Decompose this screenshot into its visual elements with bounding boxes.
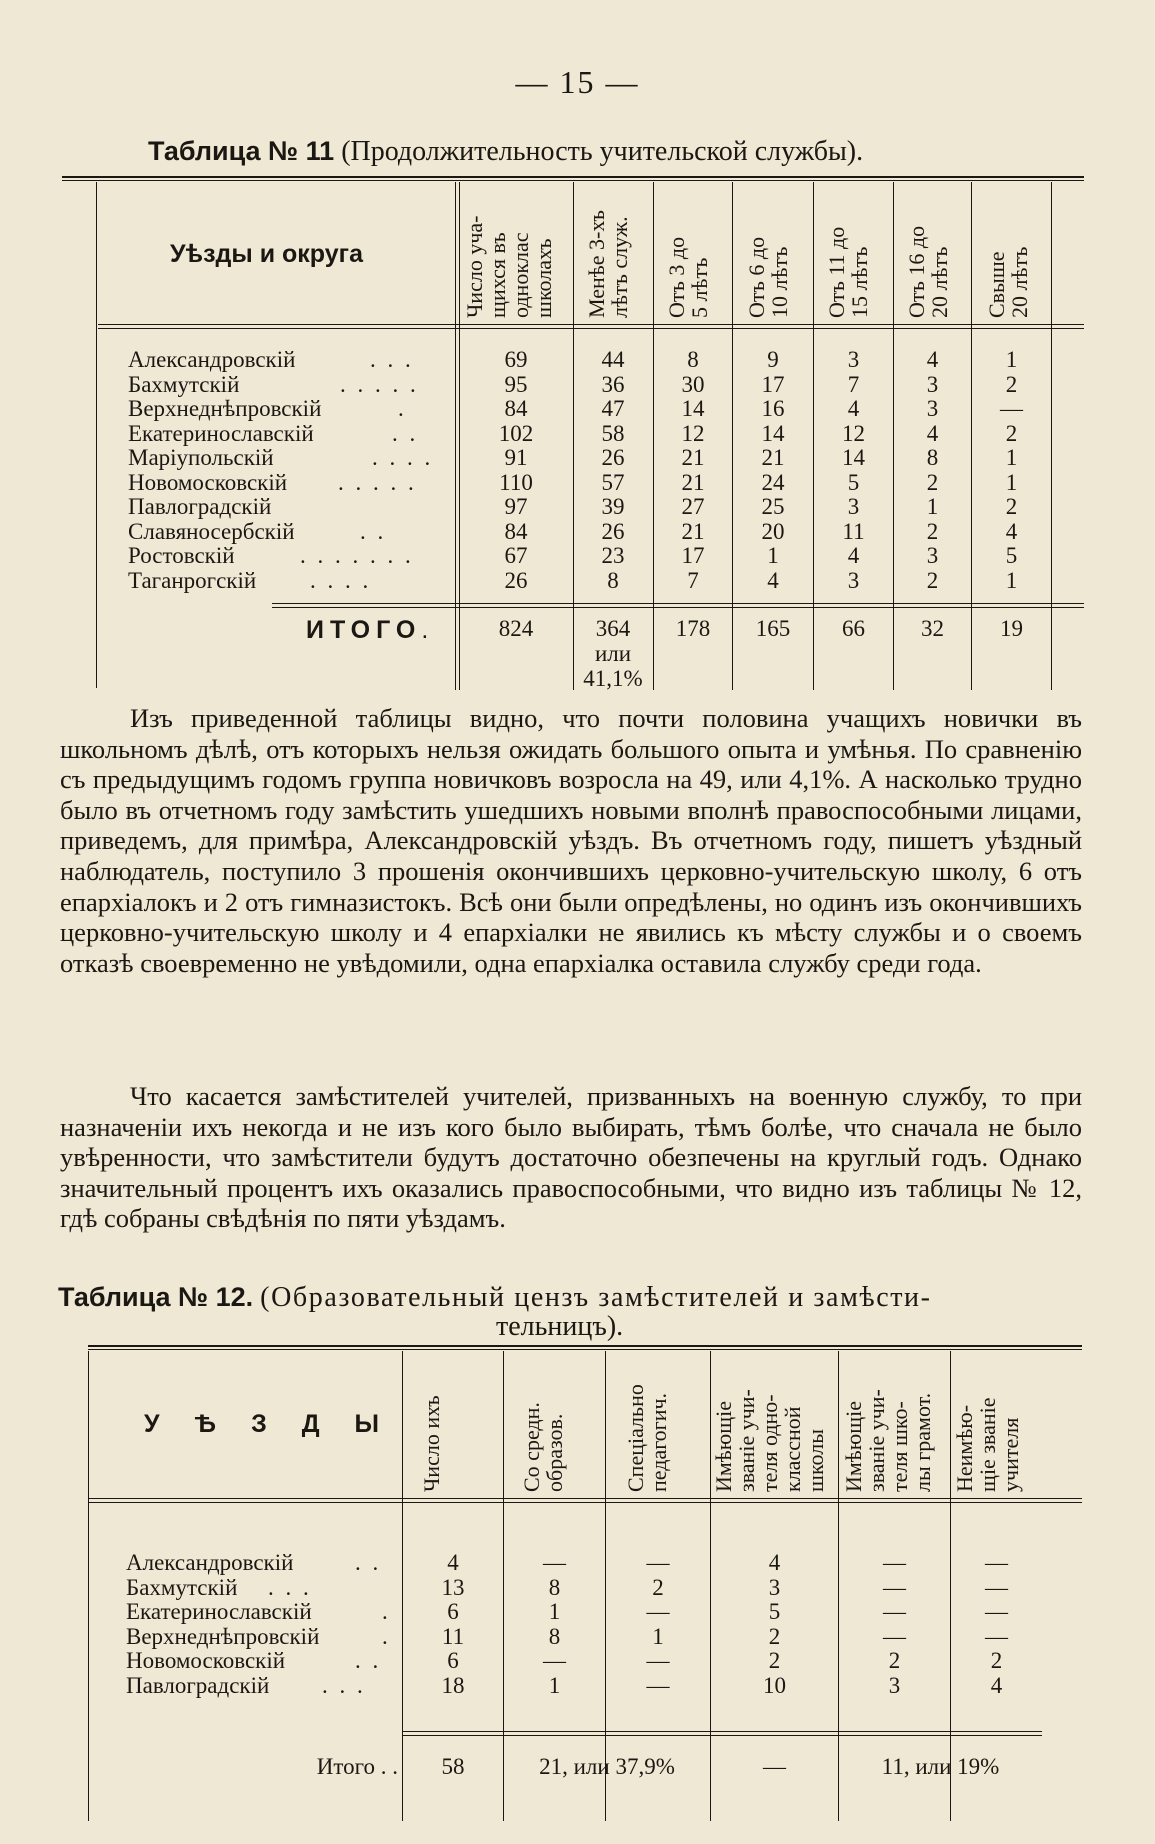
table-cell: 4 [447,1550,459,1575]
table11-col-header: Свыше 20 лѣтъ [984,246,1032,318]
table12-caption-text: (Образовательный цензъ замѣстителей и замѣсти- [260,1282,932,1313]
table-row [0,1576,1155,1601]
table-cell: 57 [601,469,625,495]
table-cell: 4 [847,543,860,568]
table-cell: 4 [768,1550,781,1575]
table-cell: 44 [601,347,625,372]
table11-total-label-text: ИТОГО [306,616,422,644]
table11-total-cell: 165 [755,616,791,641]
table-row [0,446,1155,471]
table-cell: 1 [1005,347,1018,372]
table-cell: 8 [548,1574,561,1600]
table11-total-rule [272,603,1084,604]
table12-total-cell: 11, или 19% [881,1754,1000,1779]
table-row [0,348,1155,373]
table11-col-header: Число уча- щихся въ одноклас школахъ [462,215,556,318]
table-cell: 2 [990,1648,1003,1673]
table11-header-rule-2 [98,328,1084,329]
table11-stub-header: Уѣзды и округа [170,240,363,268]
table-cell: 2 [1005,420,1018,446]
table-cell: — [883,1623,906,1649]
table-cell: 4 [926,420,939,446]
row-leader-dots: . . . [268,1574,312,1600]
table11-total-rule-2 [272,607,1084,608]
row-district-name: Екатеринославскій [126,1599,312,1624]
table-cell: 17 [761,371,785,397]
table12-total-cell: — [763,1754,786,1779]
table12-total-cell: 58 [441,1754,465,1779]
table11-total-label [306,616,434,645]
table12-body [0,1551,1155,1698]
table-cell: 4 [1005,518,1018,544]
row-leader-dots: . . [355,1648,382,1673]
table-cell: 1 [652,1623,664,1649]
table-cell: 14 [761,420,785,446]
table-cell: 4 [990,1672,1003,1698]
table11-body [0,348,1155,593]
table11-col-header: Отъ 16 до 20 лѣтъ [904,225,952,318]
row-district-name: Верхнеднѣпровскій [128,396,322,421]
table-cell: 7 [847,371,860,397]
table-row [0,471,1155,496]
table12-col-header: Неимѣю- щіе званіе учителя [952,1397,1023,1492]
table12-stub-header: У Ѣ З Д Ы [144,1410,394,1438]
table-cell: 5 [768,1599,781,1624]
table-cell: 1 [548,1599,561,1624]
table12-col-header: Число ихъ [419,1395,444,1492]
page-number: — 15 — [515,64,640,100]
table-cell: 110 [499,469,533,495]
table-cell: 9 [767,347,779,372]
table-row [0,1674,1155,1699]
table-row [0,1625,1155,1650]
table-cell: 5 [847,469,860,495]
table-cell: 30 [681,371,705,397]
table-cell: 39 [601,494,625,519]
table-cell: 69 [504,347,528,372]
table-row [0,1551,1155,1576]
table-cell: 3 [888,1672,901,1698]
row-district-name: Маріупольскій [128,445,274,470]
table11-total-cell: 364 или 41,1% [583,616,643,691]
table-cell: 11 [842,518,865,544]
table-cell: 17 [681,543,705,568]
table-cell: 1 [1005,469,1018,495]
table12-header-rule-2 [88,1502,1082,1503]
table-cell: 102 [498,420,534,446]
table-cell: 26 [601,518,625,544]
table-cell: 12 [681,420,705,446]
row-district-name: Ростовскій [128,543,235,568]
table-row [0,1600,1155,1625]
table-cell: 2 [1005,494,1018,519]
row-leader-dots: . . [355,1550,382,1575]
table11-total-cell: 66 [842,616,865,641]
table-cell: 6 [447,1599,459,1624]
table-cell: 3 [926,396,939,421]
table-cell: 36 [601,371,625,397]
table-cell: 2 [768,1623,781,1649]
table-cell: 3 [926,543,939,568]
table-cell: 97 [504,494,528,519]
row-district-name: Павлоградскій [126,1672,270,1698]
table-cell: 3 [926,371,939,397]
table12-total-label: Итого . . [316,1754,398,1779]
table11-col-header: Отъ 11 до 15 лѣтъ [824,226,872,318]
table-cell: 1 [926,494,939,519]
table-cell: 4 [926,347,939,372]
table-cell: 2 [926,518,939,544]
table-row [0,544,1155,569]
table-cell: 58 [601,420,625,446]
row-district-name: Екатеринославскій [128,420,314,446]
row-leader-dots: . . . . . [340,371,419,397]
table-cell: 21 [681,518,705,544]
row-leader-dots: . . [392,420,419,446]
row-district-name: Славяносербскій [128,518,295,544]
table-cell: 26 [504,567,528,593]
table-row [0,1649,1155,1674]
table-cell: 95 [504,371,528,397]
row-district-name: Бахмутскій [128,371,240,397]
table-cell: — [646,1550,670,1575]
table-cell: 8 [548,1623,561,1649]
table-cell: 8 [607,567,619,593]
table-cell: 2 [768,1648,781,1673]
table-cell: 7 [687,567,699,593]
table-cell: 47 [601,396,625,421]
table-row [0,569,1155,594]
table-cell: 2 [888,1648,901,1673]
row-leader-dots: . . [360,518,387,544]
table12-header-rule [88,1498,1082,1499]
table-cell: — [985,1574,1008,1600]
table-cell: 2 [926,469,939,495]
table-cell: 1 [1005,445,1018,470]
row-district-name: Верхнеднѣпровскій [126,1623,320,1649]
table-cell: 3 [768,1574,781,1600]
table12-top-rule [88,1345,1082,1347]
table-cell: — [985,1599,1008,1624]
table-row [0,397,1155,422]
table12-caption-label: Таблица № 12. [58,1282,254,1312]
table-cell: — [1000,396,1023,421]
table-cell: 3 [847,494,860,519]
table12-col-header: Со средн. образов. [519,1402,567,1492]
table12-total-rule [402,1731,1042,1732]
table11-top-rule-2 [62,180,1084,181]
row-district-name: Новомосковскій [126,1648,286,1673]
table-cell: 2 [1005,371,1018,397]
table-cell: 24 [761,469,785,495]
row-leader-dots: . . . . [372,445,434,470]
row-district-name: Таганрогскій [128,567,257,593]
table-cell: 2 [926,567,939,593]
table-row [0,373,1155,398]
table-cell: 14 [842,445,865,470]
row-district-name: Александровскій [126,1550,294,1575]
table11-header-rule [98,324,1084,325]
table12-col-header: Имѣющіе званіе учи- теля шко- лы грамот. [841,1389,935,1492]
table-cell: 26 [601,445,625,470]
table-cell: 84 [504,518,528,544]
table-cell: 16 [761,396,785,421]
table-cell: — [543,1550,566,1575]
table11-total-cell: 32 [921,616,944,641]
table-cell: 8 [926,445,939,470]
row-leader-dots: . . . . [310,567,372,593]
table-cell: 1 [548,1672,561,1698]
table11-total-cell: 178 [675,616,711,641]
table12-total-rule-2 [402,1735,1042,1736]
table-cell: 1 [1005,567,1018,593]
table-cell: — [883,1599,906,1624]
table-cell: — [543,1648,566,1673]
table-cell: 1 [767,543,779,568]
table-cell: — [646,1599,670,1624]
table-cell: 3 [847,567,860,593]
table-cell: 12 [842,420,865,446]
table-cell: — [883,1574,906,1600]
table12-col-header: Спеціально педагогич. [623,1384,671,1492]
table-cell: 27 [681,494,705,519]
table-row [0,422,1155,447]
paragraph-1 [60,703,1082,978]
row-leader-dots: . [398,396,407,421]
table-cell: 21 [761,445,785,470]
row-leader-dots: . . . [322,1672,366,1698]
table11-col-header: Отъ 6 до 10 лѣтъ [744,236,792,318]
table11-top-rule [62,176,1084,178]
table-cell: 6 [447,1648,459,1673]
table-cell: 13 [441,1574,465,1600]
table11-col-header: Менѣе 3-хъ лѣтъ служ. [584,210,632,318]
table12-caption-cont: тельницъ). [496,1311,624,1342]
table12-total-cell: 21, или 37,9% [539,1754,675,1779]
paragraph-2-text: Что касается замѣстителей учителей, призванныхъ на военную службу, то при назначеніи ихъ некогда и не изъ кого было выбирать, тѣмъ болѣе, что сначала не было увѣренности, что замѣстители будутъ достаточно обезпечены на круглый годъ. Однако значительный процентъ ихъ оказались правоспособными, что видно изъ таблицы № 12, гдѣ собраны свѣдѣнія по пяти уѣздамъ. [60,1081,1082,1234]
row-district-name: Александровскій [128,347,296,372]
table-cell: 21 [681,469,705,495]
row-district-name: Бахмутскій [126,1574,238,1600]
table11-caption-text: (Продолжительность учительской службы). [341,136,864,167]
row-leader-dots: . . . [370,347,414,372]
table-cell: — [646,1648,670,1673]
table-cell: 2 [652,1574,664,1600]
row-leader-dots: . [382,1623,391,1649]
table11-caption-label: Таблица № 11 [148,136,335,166]
table-cell: 25 [761,494,785,519]
table-cell: 3 [847,347,860,372]
table-cell: 8 [687,347,699,372]
table12-caption [58,1282,932,1314]
table-cell: 10 [763,1672,786,1698]
table-cell: — [985,1623,1008,1649]
table12-col-header: Имѣющіе званіе учи- теля одно- классной школы [711,1389,828,1492]
table-row [0,520,1155,545]
table-cell: 4 [847,396,860,421]
row-district-name: Новомосковскій [128,469,288,495]
table-cell: — [985,1550,1008,1575]
table-cell: — [646,1672,670,1698]
table11-col-header: Отъ 3 до 5 лѣтъ [664,236,712,318]
table-row [0,495,1155,520]
paragraph-2 [60,1081,1082,1234]
row-leader-dots: . [382,1599,391,1624]
row-district-name: Павлоградскій [128,494,272,519]
table-cell: 14 [681,396,705,421]
table-cell: 84 [504,396,528,421]
table-cell: 11 [441,1623,465,1649]
table-cell: 18 [441,1672,465,1698]
table-cell: 20 [761,518,785,544]
table-cell: 21 [681,445,705,470]
table-cell: 4 [767,567,779,593]
table11-total-cell: 19 [1000,616,1023,641]
paragraph-1-text: Изъ приведенной таблицы видно, что почти половина учащихъ новички въ школьномъ дѣлѣ, отъ которыхъ нельзя ожидать большого опыта и умѣнья. По сравненію съ предыдущимъ годомъ группа новичковъ возросла на 49, или 4,1%. А насколько трудно было въ отчетномъ году замѣстить ушедшихъ новыми вполнѣ правоспособными лицами, приведемъ, для примѣра, Александровскій уѣздъ. Въ отчетномъ году, пишетъ уѣздный наблюдатель, поступило 3 прошенія окончившихъ церковно-учительскую школу, 6 отъ епархіалокъ и 2 отъ гимназистокъ. Всѣ они были опредѣлены, но одинъ изъ окончившихъ церковно-учительскую школу и 4 епархіалки не явились къ мѣсту службы и о своемъ отказѣ своевременно не увѣдомили, одна епархіалка оставила службу среди года. [60,703,1082,978]
table-cell: 23 [601,543,625,568]
table-cell: — [883,1550,906,1575]
table-cell: 5 [1005,543,1018,568]
table-cell: 91 [504,445,528,470]
table12-top-rule-2 [88,1349,1082,1350]
table11-caption [148,136,863,168]
table-cell: 67 [504,543,528,568]
table11-total-cell: 824 [498,616,534,641]
table11-total-dot: . [421,616,435,644]
row-leader-dots: . . . . . . . [300,543,414,568]
row-leader-dots: . . . . . [338,469,417,495]
